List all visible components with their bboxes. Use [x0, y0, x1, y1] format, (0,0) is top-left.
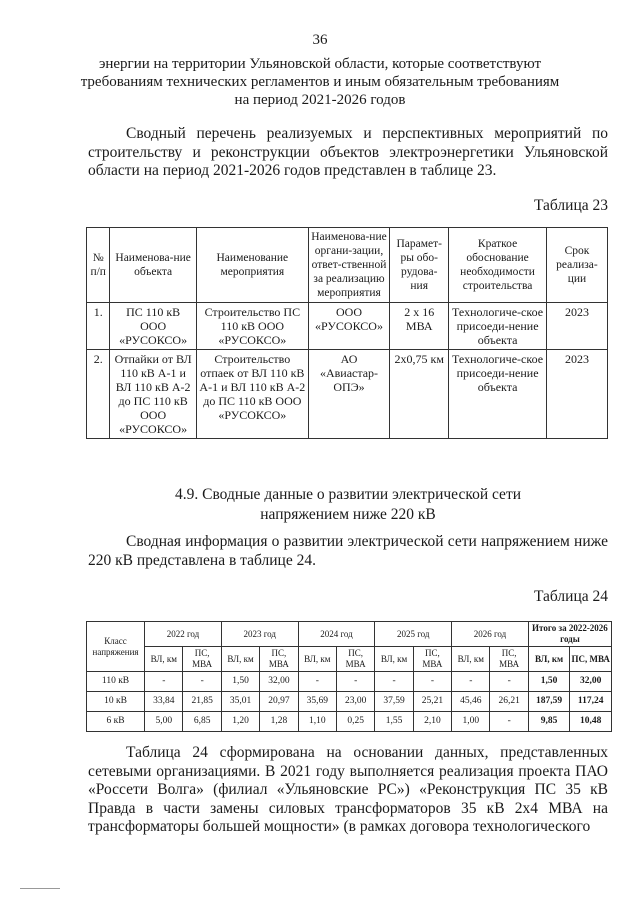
col-header-justification: Краткое обоснование необходимости строительства: [449, 228, 547, 303]
cell-total-vl: 187,59: [528, 692, 570, 712]
cell-value: 1,55: [375, 712, 413, 732]
cell-value: -: [490, 672, 528, 692]
cell-value: 26,21: [490, 692, 528, 712]
cell-measure: Строительство отпаек от ВЛ 110 кВ А-1 и ВЛ 110 кВ А-2 до ПС 110 кВ ООО «РУСОКСО»: [196, 350, 308, 439]
year-header: 2024 год: [298, 622, 375, 647]
cell-value: 33,84: [145, 692, 183, 712]
cell-value: -: [452, 672, 490, 692]
sub-header-ps: ПС, МВА: [260, 647, 298, 672]
cell-value: -: [413, 672, 451, 692]
cell-value: 32,00: [260, 672, 298, 692]
cell-value: 35,01: [221, 692, 259, 712]
total-header: Итого за 2022-2026 годы: [528, 622, 611, 647]
sub-header-ps: ПС, МВА: [413, 647, 451, 672]
page-heading: [70, 55, 570, 109]
sub-header-ps: ПС, МВА: [490, 647, 528, 672]
col-header-num: № п/п: [87, 228, 110, 303]
table-23: [86, 227, 608, 439]
table-row: [87, 350, 608, 439]
cell-object: Отпайки от ВЛ 110 кВ А-1 и ВЛ 110 кВ А-2 до ПС 110 кВ ООО «РУСОКСО»: [110, 350, 196, 439]
table23-header-row: [87, 228, 608, 303]
sub-header-ps: ПС, МВА: [183, 647, 221, 672]
heading-line: энергии на территории Ульяновской области, которые соответствуют: [98, 56, 542, 72]
cell-value: -: [490, 712, 528, 732]
intro-paragraph: Сводный перечень реализуемых и перспективных мероприятий по строительству и реконструкции объектов электроэнергетики Ульяновской области на период 2021-2026 годов представлен в таблице 23.: [88, 125, 608, 179]
cell-value: 2,10: [413, 712, 451, 732]
table-row: [87, 672, 612, 692]
cell-justification: Технологиче-ское присоеди-нение объекта: [449, 303, 547, 350]
closing-paragraph: Таблица 24 сформирована на основании данных, представленных сетевыми организациями. В 2021 году выполняется реализация проекта ПАО «Россети Волга» (филиал «Ульяновские РС») «Реконструкция ПС 35 кВ Правда в части замены силовых трансформаторов 35 кВ 2х4 МВА на трансформаторы большей мощности» (в рамках договора технологического: [88, 744, 608, 835]
cell-value: 6,85: [183, 712, 221, 732]
cell-value: 37,59: [375, 692, 413, 712]
year-header: 2026 год: [452, 622, 529, 647]
cell-value: 5,00: [145, 712, 183, 732]
cell-value: 21,85: [183, 692, 221, 712]
cell-class: 6 кВ: [87, 712, 145, 732]
cell-term: 2023: [546, 350, 607, 439]
cell-value: 1,00: [452, 712, 490, 732]
sub-header-vl: ВЛ, км: [298, 647, 336, 672]
table23-caption: Таблица 23: [533, 197, 608, 214]
col-header-org: Наименова-ние органи-зации, ответ-ственной за реализацию мероприятия: [308, 228, 389, 303]
footer-divider: [20, 888, 60, 889]
cell-value: 1,10: [298, 712, 336, 732]
cell-value: 23,00: [336, 692, 374, 712]
cell-value: 0,25: [336, 712, 374, 732]
cell-value: -: [183, 672, 221, 692]
sub-header-ps: ПС, МВА: [570, 647, 612, 672]
cell-value: -: [145, 672, 183, 692]
section-title: [88, 485, 608, 525]
sub-header-vl: ВЛ, км: [452, 647, 490, 672]
table-row: [87, 712, 612, 732]
cell-justification: Технологиче-ское присоеди-нение объекта: [449, 350, 547, 439]
cell-total-vl: 1,50: [528, 672, 570, 692]
table24-year-header-row: [87, 622, 612, 647]
cell-total-ps: 32,00: [570, 672, 612, 692]
cell-value: -: [298, 672, 336, 692]
cell-total-vl: 9,85: [528, 712, 570, 732]
cell-value: 1,20: [221, 712, 259, 732]
cell-measure: Строительство ПС 110 кВ ООО «РУСОКСО»: [196, 303, 308, 350]
table-row: [87, 692, 612, 712]
cell-total-ps: 10,48: [570, 712, 612, 732]
year-header: 2022 год: [145, 622, 222, 647]
cell-params: 2 х 16 МВА: [390, 303, 449, 350]
section-paragraph: Сводная информация о развитии электрической сети напряжением ниже 220 кВ представлена в таблице 24.: [88, 533, 608, 569]
cell-org: ООО «РУСОКСО»: [308, 303, 389, 350]
year-header: 2023 год: [221, 622, 298, 647]
sub-header-vl: ВЛ, км: [528, 647, 570, 672]
cell-value: -: [375, 672, 413, 692]
cell-class: 10 кВ: [87, 692, 145, 712]
cell-num: 1.: [87, 303, 110, 350]
cell-value: 1,28: [260, 712, 298, 732]
cell-num: 2.: [87, 350, 110, 439]
cell-params: 2х0,75 км: [390, 350, 449, 439]
table24-sub-header-row: [87, 647, 612, 672]
cell-value: 20,97: [260, 692, 298, 712]
cell-org: АО «Авиастар-ОПЭ»: [308, 350, 389, 439]
section-title-line: напряжением ниже 220 кВ: [260, 506, 436, 523]
cell-object: ПС 110 кВ ООО «РУСОКСО»: [110, 303, 196, 350]
cell-total-ps: 117,24: [570, 692, 612, 712]
page-number: 36: [312, 32, 328, 48]
col-header-term: Срок реализа-ции: [546, 228, 607, 303]
table-24: [86, 621, 612, 732]
cell-value: 25,21: [413, 692, 451, 712]
cell-value: 45,46: [452, 692, 490, 712]
sub-header-ps: ПС, МВА: [336, 647, 374, 672]
sub-header-vl: ВЛ, км: [145, 647, 183, 672]
table-row: [87, 303, 608, 350]
section-title-line: 4.9. Сводные данные о развитии электрической сети: [174, 486, 522, 503]
col-header-object: Наименова-ние объекта: [110, 228, 196, 303]
sub-header-vl: ВЛ, км: [375, 647, 413, 672]
cell-term: 2023: [546, 303, 607, 350]
table24-caption: Таблица 24: [533, 588, 608, 605]
heading-line: требованиям технических регламентов и иным обязательным требованиям: [80, 74, 560, 90]
cell-value: 35,69: [298, 692, 336, 712]
cell-class: 110 кВ: [87, 672, 145, 692]
col-header-params: Парамет-ры обо-рудова-ния: [390, 228, 449, 303]
sub-header-vl: ВЛ, км: [221, 647, 259, 672]
heading-line: на период 2021-2026 годов: [234, 92, 406, 108]
class-header: Класс напряжения: [87, 622, 145, 672]
cell-value: 1,50: [221, 672, 259, 692]
year-header: 2025 год: [375, 622, 452, 647]
col-header-measure: Наименование мероприятия: [196, 228, 308, 303]
cell-value: -: [336, 672, 374, 692]
